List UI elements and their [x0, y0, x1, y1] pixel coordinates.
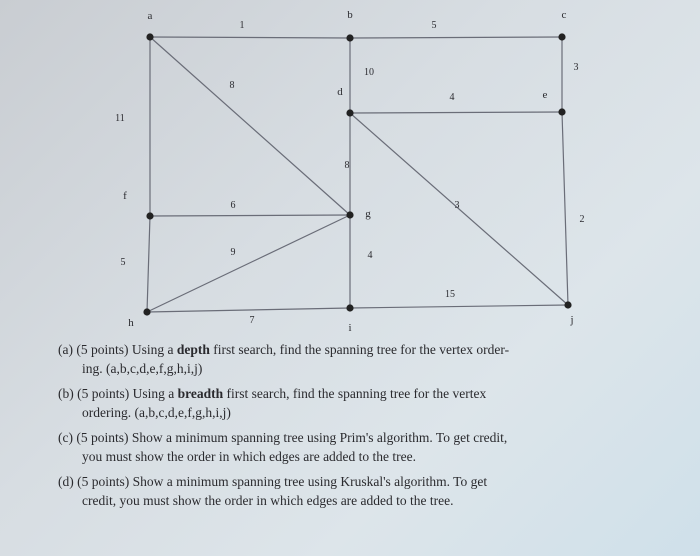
- edge-a-g: [150, 37, 350, 215]
- vertex-g: [346, 211, 353, 218]
- question-a: [58, 340, 658, 378]
- edge-weight-e-j: 2: [579, 214, 585, 225]
- question-a-line2: ing. (a,b,c,d,e,f,g,h,i,j): [82, 361, 203, 376]
- edge-h-i: [147, 308, 350, 312]
- edge-weight-i-j: 15: [445, 289, 455, 300]
- edge-weight-h-i: 7: [249, 315, 255, 326]
- question-b-method: breadth: [177, 386, 224, 401]
- vertex-j: [564, 301, 571, 308]
- vertex-label-g: g: [365, 208, 371, 220]
- question-c-line2: you must show the order in which edges are added to the tree.: [82, 449, 417, 464]
- edge-a-b: [150, 37, 350, 38]
- vertex-label-c: c: [561, 9, 567, 21]
- edge-weight-a-g: 8: [229, 80, 235, 91]
- edge-weight-g-i: 4: [367, 250, 373, 261]
- question-a-method: depth: [176, 342, 210, 357]
- vertex-label-b: b: [347, 9, 353, 21]
- vertex-label-i: i: [348, 322, 352, 334]
- edge-f-g: [150, 215, 350, 216]
- vertex-label-a: a: [147, 10, 153, 22]
- question-d-line1: (d) (5 points) Show a minimum spanning tree using Kruskal's algorithm. To get: [58, 474, 488, 489]
- vertex-label-e: e: [542, 89, 548, 101]
- vertex-c: [558, 33, 565, 40]
- edge-d-e: [350, 112, 562, 113]
- edge-weight-b-d: 10: [364, 67, 374, 78]
- edge-weight-h-g: 9: [230, 247, 236, 258]
- vertex-label-d: d: [337, 86, 343, 98]
- vertex-h: [143, 308, 150, 315]
- question-b-prefix: (b) (5 points) Using a: [58, 386, 178, 401]
- question-b-line2: ordering. (a,b,c,d,e,f,g,h,i,j): [82, 405, 231, 420]
- edge-i-j: [350, 305, 568, 308]
- edge-weight-b-c: 5: [431, 20, 437, 31]
- edge-weight-c-e: 3: [573, 62, 579, 73]
- question-c-line1: (c) (5 points) Show a minimum spanning tree using Prim's algorithm. To get credit,: [58, 430, 508, 445]
- question-b: [58, 384, 658, 422]
- edge-b-c: [350, 37, 562, 38]
- vertices-layer: [143, 33, 571, 315]
- question-c: [58, 428, 658, 466]
- question-a-prefix: (a) (5 points) Using a: [58, 342, 177, 357]
- question-d: [58, 472, 658, 510]
- vertex-i: [346, 304, 353, 311]
- question-a-suffix: first search, find the spanning tree for the vertex order-: [209, 342, 510, 357]
- edge-f-h: [147, 216, 150, 312]
- vertex-label-j: j: [570, 314, 574, 326]
- question-d-line2: credit, you must show the order in which edges are added to the tree.: [82, 493, 454, 508]
- edge-weight-d-j: 3: [454, 200, 460, 211]
- edge-weight-d-e: 4: [449, 92, 455, 103]
- edge-weight-f-h: 5: [120, 257, 126, 268]
- edge-weight-a-f: 11: [115, 113, 125, 124]
- edge-weight-d-g: 8: [344, 160, 350, 171]
- edge-weight-f-g: 6: [230, 200, 236, 211]
- vertex-f: [146, 212, 153, 219]
- question-b-suffix: first search, find the spanning tree for the vertex: [223, 386, 487, 401]
- vertex-label-h: h: [128, 317, 134, 329]
- edge-h-g: [147, 215, 350, 312]
- vertex-b: [346, 34, 353, 41]
- edge-e-j: [562, 112, 568, 305]
- edges-layer: [147, 37, 568, 312]
- vertex-e: [558, 108, 565, 115]
- edge-weight-a-b: 1: [239, 20, 245, 31]
- vertex-d: [346, 109, 353, 116]
- vertex-a: [146, 33, 153, 40]
- vertex-label-f: f: [123, 190, 127, 202]
- questions: [58, 340, 658, 516]
